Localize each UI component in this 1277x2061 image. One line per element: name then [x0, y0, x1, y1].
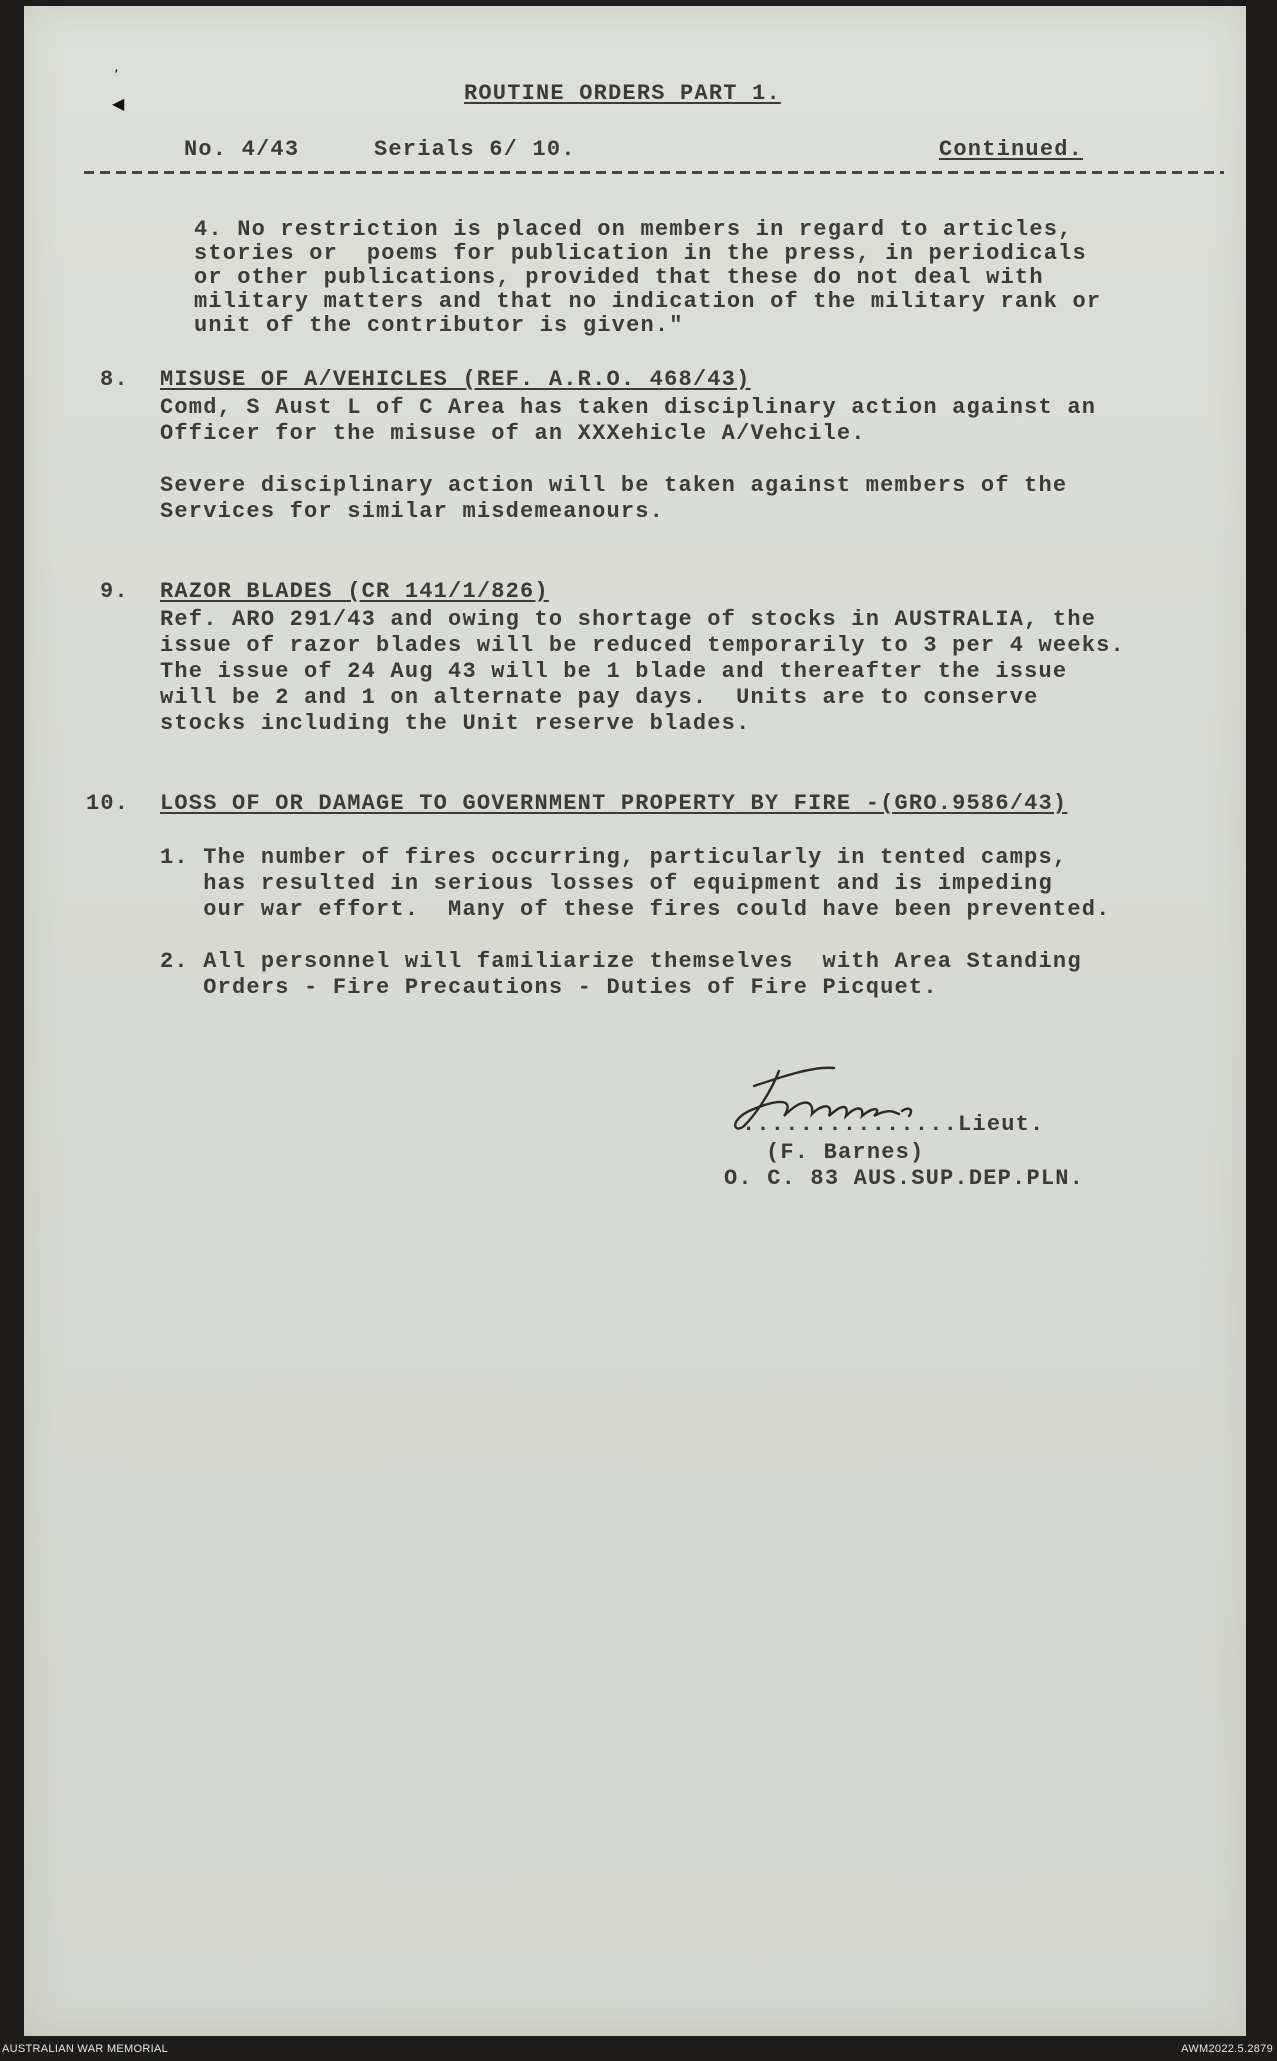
document-page — [24, 6, 1246, 2036]
item-10-line: Orders - Fire Precautions - Duties of Fire Picquet. — [160, 975, 938, 1000]
item-9-heading: RAZOR BLADES (CR 141/1/826) — [160, 579, 549, 604]
punch-mark: ◀ — [112, 94, 125, 113]
item-8-line: Officer for the misuse of an XXXehicle A/Vehcile. — [160, 421, 866, 446]
para-cont-line: or other publications, provided that these do not deal with — [194, 265, 1044, 290]
item-9-line: issue of razor blades will be reduced temporarily to 3 per 4 weeks. — [160, 633, 1125, 658]
para-cont-line: military matters and that no indication of the military rank or — [194, 289, 1102, 314]
item-10-number: 10. — [86, 791, 130, 816]
item-10-line: our war effort. Many of these fires could have been prevented. — [160, 897, 1111, 922]
item-9-line: will be 2 and 1 on alternate pay days. Units are to conserve — [160, 685, 1039, 710]
para-cont-line: 4. No restriction is placed on members in regard to articles, — [194, 217, 1073, 242]
item-8-line: Severe disciplinary action will be taken against members of the — [160, 473, 1068, 498]
signature-line: ...............Lieut. — [742, 1112, 1045, 1137]
item-9-number: 9. — [100, 579, 129, 604]
item-8-number: 8. — [100, 367, 129, 392]
reference-number: No. 4/43 — [184, 137, 300, 162]
item-8-heading: MISUSE OF A/VEHICLES (REF. A.R.O. 468/43) — [160, 367, 751, 392]
footer-left: AUSTRALIAN WAR MEMORIAL — [2, 2043, 169, 2055]
para-cont-line: stories or poems for publication in the press, in periodicals — [194, 241, 1087, 266]
signatory-name: (F. Barnes) — [766, 1140, 925, 1165]
continued-label: Continued. — [939, 137, 1084, 162]
document-title: ROUTINE ORDERS PART 1. — [464, 81, 781, 106]
item-10-line: has resulted in serious losses of equipment and is impeding — [160, 871, 1053, 896]
item-9-line: Ref. ARO 291/43 and owing to shortage of stocks in AUSTRALIA, the — [160, 607, 1097, 632]
item-10-line: 2. All personnel will familiarize themselves with Area Standing — [160, 949, 1082, 974]
item-9-line: The issue of 24 Aug 43 will be 1 blade and thereafter the issue — [160, 659, 1068, 684]
item-10-heading: LOSS OF OR DAMAGE TO GOVERNMENT PROPERTY BY FIRE -(GRO.9586/43) — [160, 791, 1068, 816]
pin-mark: ’ — [114, 68, 119, 84]
item-8-line: Comd, S Aust L of C Area has taken disciplinary action against an — [160, 395, 1097, 420]
footer-right: AWM2022.5.2879 — [1181, 2043, 1273, 2055]
signatory-unit: O. C. 83 AUS.SUP.DEP.PLN. — [724, 1166, 1085, 1191]
item-8-line: Services for similar misdemeanours. — [160, 499, 665, 524]
item-9-line: stocks including the Unit reserve blades. — [160, 711, 751, 736]
item-10-line: 1. The number of fires occurring, particularly in tented camps, — [160, 845, 1068, 870]
header-divider — [84, 166, 1224, 178]
para-cont-line: unit of the contributor is given." — [194, 313, 684, 338]
serials-range: Serials 6/ 10. — [374, 137, 576, 162]
